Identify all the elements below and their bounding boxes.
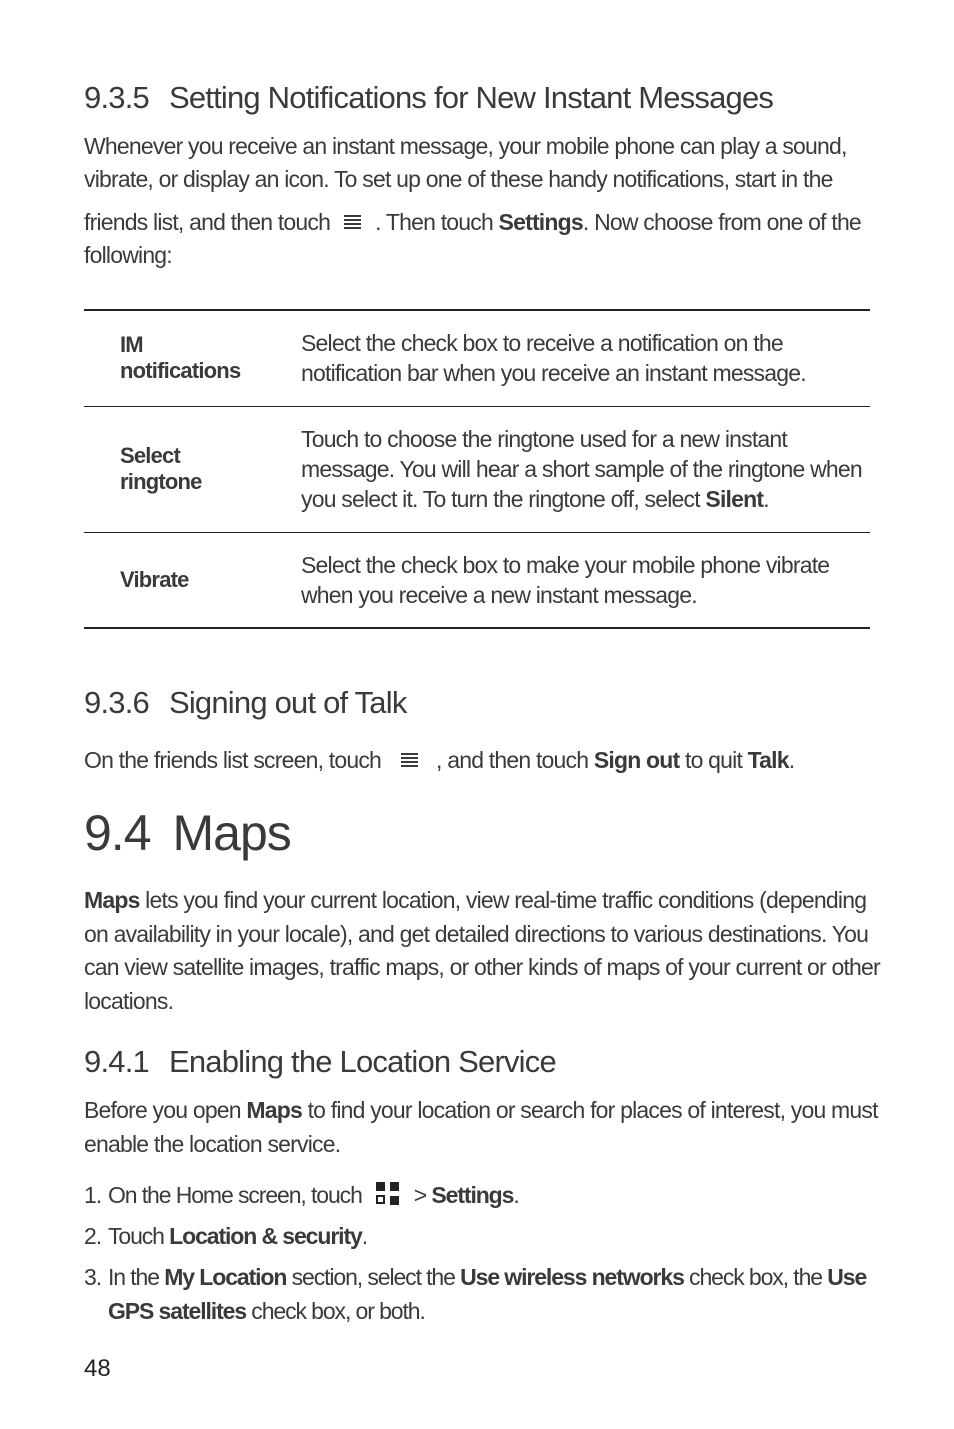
option-name: Vibrate: [120, 566, 189, 592]
intro-line-3: friends list, and then touch . Then touch Settings. Now choose from one of the: [84, 209, 861, 235]
maps-para-line-4: locations.: [84, 988, 174, 1014]
maps-para-line-1: Maps lets you find your current location, view real-time traffic conditions (depending: [84, 887, 867, 913]
section-heading-941: 9.4.1 Enabling the Location Service: [84, 1044, 556, 1079]
option-name: IM notifications: [120, 332, 241, 384]
menu-icon: [401, 753, 418, 767]
location-intro-line-2: enable the location service.: [84, 1131, 341, 1157]
menu-icon: [344, 215, 361, 229]
table-row: [84, 310, 870, 406]
notification-options-table: [84, 309, 870, 629]
option-name: Select ringtone: [120, 443, 202, 494]
option-description: Select the check box to receive a notification on the notification bar when you receive an instant message.: [301, 330, 806, 387]
step-1: 1. On the Home screen, touch > Settings.: [84, 1182, 519, 1208]
step-2: 2. Touch Location & security.: [84, 1223, 368, 1249]
signout-text: On the friends list screen, touch , and then touch Sign out to quit Talk.: [84, 747, 795, 773]
app-grid-icon: [376, 1182, 400, 1206]
intro-line-1: Whenever you receive an instant message, your mobile phone can play a sound,: [84, 133, 847, 159]
table-row: [84, 532, 870, 628]
table-row: [84, 406, 870, 532]
location-intro-line-1: Before you open Maps to find your location or search for places of interest, you must: [84, 1097, 878, 1123]
option-description: Select the check box to make your mobile phone vibrate when you receive a new instant message.: [301, 551, 830, 608]
section-heading-935: 9.3.5 Setting Notifications for New Instant Messages: [84, 80, 774, 115]
step-3: 3. In the My Location section, select the Use wireless networks check box, the Use: [84, 1264, 867, 1290]
intro-line-2: vibrate, or display an icon. To set up one of these handy notifications, start in the: [84, 166, 833, 192]
intro-line-4: following:: [84, 242, 172, 268]
section-heading-936: 9.3.6 Signing out of Talk: [84, 685, 407, 720]
section-heading-94: 9.4 Maps: [84, 805, 291, 861]
option-description: Touch to choose the ringtone used for a new instant message. You will hear a short sample of the ringtone when you select it. To turn the ringtone off, select Silent.: [301, 426, 862, 512]
maps-para-line-2: on availability in your locale), and get detailed directions to various destinations. You: [84, 921, 869, 947]
maps-para-line-3: can view satellite images, traffic maps, or other kinds of maps of your current or other: [84, 954, 880, 980]
step-3-continued: GPS satellites check box, or both.: [108, 1298, 425, 1324]
page-number: 48: [84, 1355, 111, 1382]
